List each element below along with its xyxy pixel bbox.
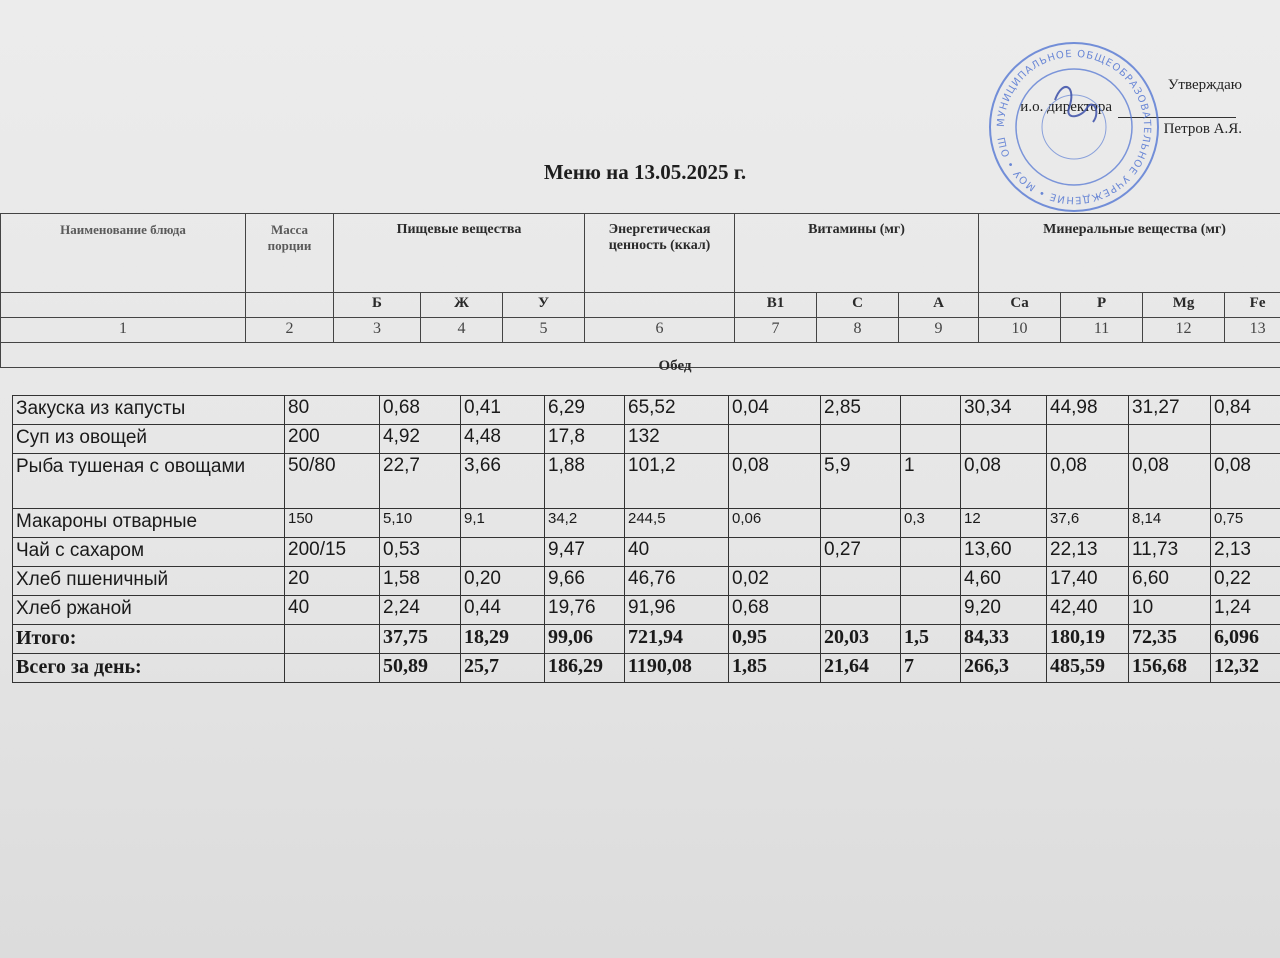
dish-name: Чай с сахаром [13, 538, 285, 567]
cell-mass: 20 [285, 567, 380, 596]
cell-u: 1,88 [545, 454, 625, 509]
sub-header: С [817, 293, 899, 318]
cell-b: 4,92 [380, 425, 461, 454]
sub-header: Б [334, 293, 421, 318]
cell-b1 [729, 538, 821, 567]
day-total-label: Всего за день: [13, 654, 285, 683]
dish-name: Макароны отварные [13, 509, 285, 538]
cell-fe: 2,13 [1211, 538, 1280, 567]
cell-ca: 12 [961, 509, 1047, 538]
cell-fe: 1,24 [1211, 596, 1280, 625]
cell-b: 22,7 [380, 454, 461, 509]
cell-kcal: 65,52 [625, 396, 729, 425]
cell-b: 50,89 [380, 654, 461, 683]
cell-ca: 0,08 [961, 454, 1047, 509]
cell-p: 22,13 [1047, 538, 1129, 567]
cell-c: 0,27 [821, 538, 901, 567]
cell-p: 37,6 [1047, 509, 1129, 538]
cell-mg: 8,14 [1129, 509, 1211, 538]
seal-text: МУНИЦИПАЛЬНОЕ ОБЩЕОБРАЗОВАТЕЛЬНОЕ УЧРЕЖДЕНИЕ • МОУ • ОШ [995, 48, 1153, 206]
col-number: 12 [1143, 318, 1225, 343]
cell-zh: 25,7 [461, 654, 545, 683]
cell-u: 186,29 [545, 654, 625, 683]
table-row [13, 596, 1280, 625]
col-number: 5 [503, 318, 585, 343]
cell-p [1047, 425, 1129, 454]
cell-c: 5,9 [821, 454, 901, 509]
cell-fe: 6,096 [1211, 625, 1280, 654]
cell-a [901, 396, 961, 425]
cell-mass: 200/15 [285, 538, 380, 567]
col-header-mass: Масса порции [246, 214, 334, 293]
director-name: Петров А.Я. [1163, 121, 1242, 137]
cell-u: 19,76 [545, 596, 625, 625]
sub-header: Mg [1143, 293, 1225, 318]
cell-fe: 0,08 [1211, 454, 1280, 509]
cell-mg: 156,68 [1129, 654, 1211, 683]
cell-a [901, 538, 961, 567]
table-row [13, 538, 1280, 567]
cell-kcal: 244,5 [625, 509, 729, 538]
table-row [13, 567, 1280, 596]
cell-fe: 0,22 [1211, 567, 1280, 596]
cell-mass [285, 654, 380, 683]
cell-p: 17,40 [1047, 567, 1129, 596]
totals-row [13, 625, 1280, 654]
col-number: 6 [585, 318, 735, 343]
cell-mg [1129, 425, 1211, 454]
cell-ca: 13,60 [961, 538, 1047, 567]
cell-c [821, 596, 901, 625]
cell-a: 1 [901, 454, 961, 509]
cell-ca: 266,3 [961, 654, 1047, 683]
cell-mass: 150 [285, 509, 380, 538]
section-label-lunch: Обед [658, 358, 692, 374]
cell-p: 180,19 [1047, 625, 1129, 654]
cell-c [821, 509, 901, 538]
cell-p: 485,59 [1047, 654, 1129, 683]
cell-ca: 4,60 [961, 567, 1047, 596]
menu-header-table [0, 213, 1280, 368]
col-number: 13 [1225, 318, 1280, 343]
col-number: 11 [1061, 318, 1143, 343]
cell-zh: 9,1 [461, 509, 545, 538]
cell-mass: 50/80 [285, 454, 380, 509]
cell-c [821, 425, 901, 454]
cell-kcal: 721,94 [625, 625, 729, 654]
cell-p: 42,40 [1047, 596, 1129, 625]
cell-u: 99,06 [545, 625, 625, 654]
cell-b1: 0,02 [729, 567, 821, 596]
cell-mg: 6,60 [1129, 567, 1211, 596]
cell-zh: 4,48 [461, 425, 545, 454]
cell-kcal: 132 [625, 425, 729, 454]
cell-u: 17,8 [545, 425, 625, 454]
cell-b: 37,75 [380, 625, 461, 654]
cell-zh: 0,41 [461, 396, 545, 425]
col-number: 8 [817, 318, 899, 343]
cell-u: 34,2 [545, 509, 625, 538]
cell-c: 2,85 [821, 396, 901, 425]
cell-mass: 200 [285, 425, 380, 454]
table-row [13, 509, 1280, 538]
page-title: Меню на 13.05.2025 г. [543, 160, 747, 184]
table-row [13, 454, 1280, 509]
cell-b: 2,24 [380, 596, 461, 625]
cell-zh: 3,66 [461, 454, 545, 509]
dish-name: Рыба тушеная с овощами [13, 454, 285, 509]
sub-header: В1 [735, 293, 817, 318]
cell-zh [461, 538, 545, 567]
cell-a: 1,5 [901, 625, 961, 654]
approval-word: Утверждаю [1167, 77, 1242, 93]
sub-header: Fe [1225, 293, 1280, 318]
col-number: 4 [421, 318, 503, 343]
cell-c: 21,64 [821, 654, 901, 683]
cell-fe: 12,32 [1211, 654, 1280, 683]
cell-b: 0,53 [380, 538, 461, 567]
sub-header: А [899, 293, 979, 318]
totals-label: Итого: [13, 625, 285, 654]
cell-kcal: 101,2 [625, 454, 729, 509]
cell-b1: 0,06 [729, 509, 821, 538]
cell-zh: 18,29 [461, 625, 545, 654]
sub-header: Ж [421, 293, 503, 318]
cell-zh: 0,20 [461, 567, 545, 596]
table-row [13, 396, 1280, 425]
col-header-vitamins: Витамины (мг) [735, 214, 979, 293]
sub-header: У [503, 293, 585, 318]
cell-b1: 0,08 [729, 454, 821, 509]
cell-mass [285, 625, 380, 654]
sub-header: P [1061, 293, 1143, 318]
cell-b: 1,58 [380, 567, 461, 596]
cell-fe: 0,84 [1211, 396, 1280, 425]
cell-mass: 40 [285, 596, 380, 625]
school-seal [985, 38, 1163, 216]
dish-name: Хлеб пшеничный [13, 567, 285, 596]
cell-kcal: 1190,08 [625, 654, 729, 683]
cell-p: 0,08 [1047, 454, 1129, 509]
cell-fe [1211, 425, 1280, 454]
cell-b: 0,68 [380, 396, 461, 425]
director-position: и.о. директора [1020, 99, 1112, 115]
cell-b: 5,10 [380, 509, 461, 538]
cell-a [901, 596, 961, 625]
cell-mg: 0,08 [1129, 454, 1211, 509]
cell-b1: 1,85 [729, 654, 821, 683]
cell-zh: 0,44 [461, 596, 545, 625]
cell-kcal: 91,96 [625, 596, 729, 625]
cell-u: 9,47 [545, 538, 625, 567]
cell-ca: 9,20 [961, 596, 1047, 625]
cell-mg: 11,73 [1129, 538, 1211, 567]
cell-a: 0,3 [901, 509, 961, 538]
cell-a [901, 567, 961, 596]
cell-b1: 0,95 [729, 625, 821, 654]
cell-kcal: 46,76 [625, 567, 729, 596]
col-header-minerals: Минеральные вещества (мг) [979, 214, 1280, 293]
cell-c: 20,03 [821, 625, 901, 654]
cell-fe: 0,75 [1211, 509, 1280, 538]
cell-ca [961, 425, 1047, 454]
cell-mg: 72,35 [1129, 625, 1211, 654]
cell-ca: 30,34 [961, 396, 1047, 425]
cell-p: 44,98 [1047, 396, 1129, 425]
cell-ca: 84,33 [961, 625, 1047, 654]
col-header-nutrients: Пищевые вещества [334, 214, 585, 293]
dish-name: Хлеб ржаной [13, 596, 285, 625]
col-number: 3 [334, 318, 421, 343]
col-header-name: Наименование блюда [1, 214, 246, 293]
col-number: 1 [1, 318, 246, 343]
cell-b1: 0,68 [729, 596, 821, 625]
cell-u: 9,66 [545, 567, 625, 596]
dish-name: Суп из овощей [13, 425, 285, 454]
cell-a [901, 425, 961, 454]
cell-mass: 80 [285, 396, 380, 425]
cell-mg: 10 [1129, 596, 1211, 625]
cell-kcal: 40 [625, 538, 729, 567]
col-number: 9 [899, 318, 979, 343]
sub-header: Ca [979, 293, 1061, 318]
cell-u: 6,29 [545, 396, 625, 425]
menu-body-table [12, 395, 1280, 683]
cell-a: 7 [901, 654, 961, 683]
table-row [13, 425, 1280, 454]
signature-scribble [1055, 87, 1096, 122]
col-header-energy: Энергетическая ценность (ккал) [585, 214, 735, 293]
cell-b1: 0,04 [729, 396, 821, 425]
col-number: 10 [979, 318, 1061, 343]
cell-mg: 31,27 [1129, 396, 1211, 425]
day-total-row [13, 654, 1280, 683]
cell-c [821, 567, 901, 596]
col-number: 7 [735, 318, 817, 343]
col-number: 2 [246, 318, 334, 343]
dish-name: Закуска из капусты [13, 396, 285, 425]
cell-b1 [729, 425, 821, 454]
